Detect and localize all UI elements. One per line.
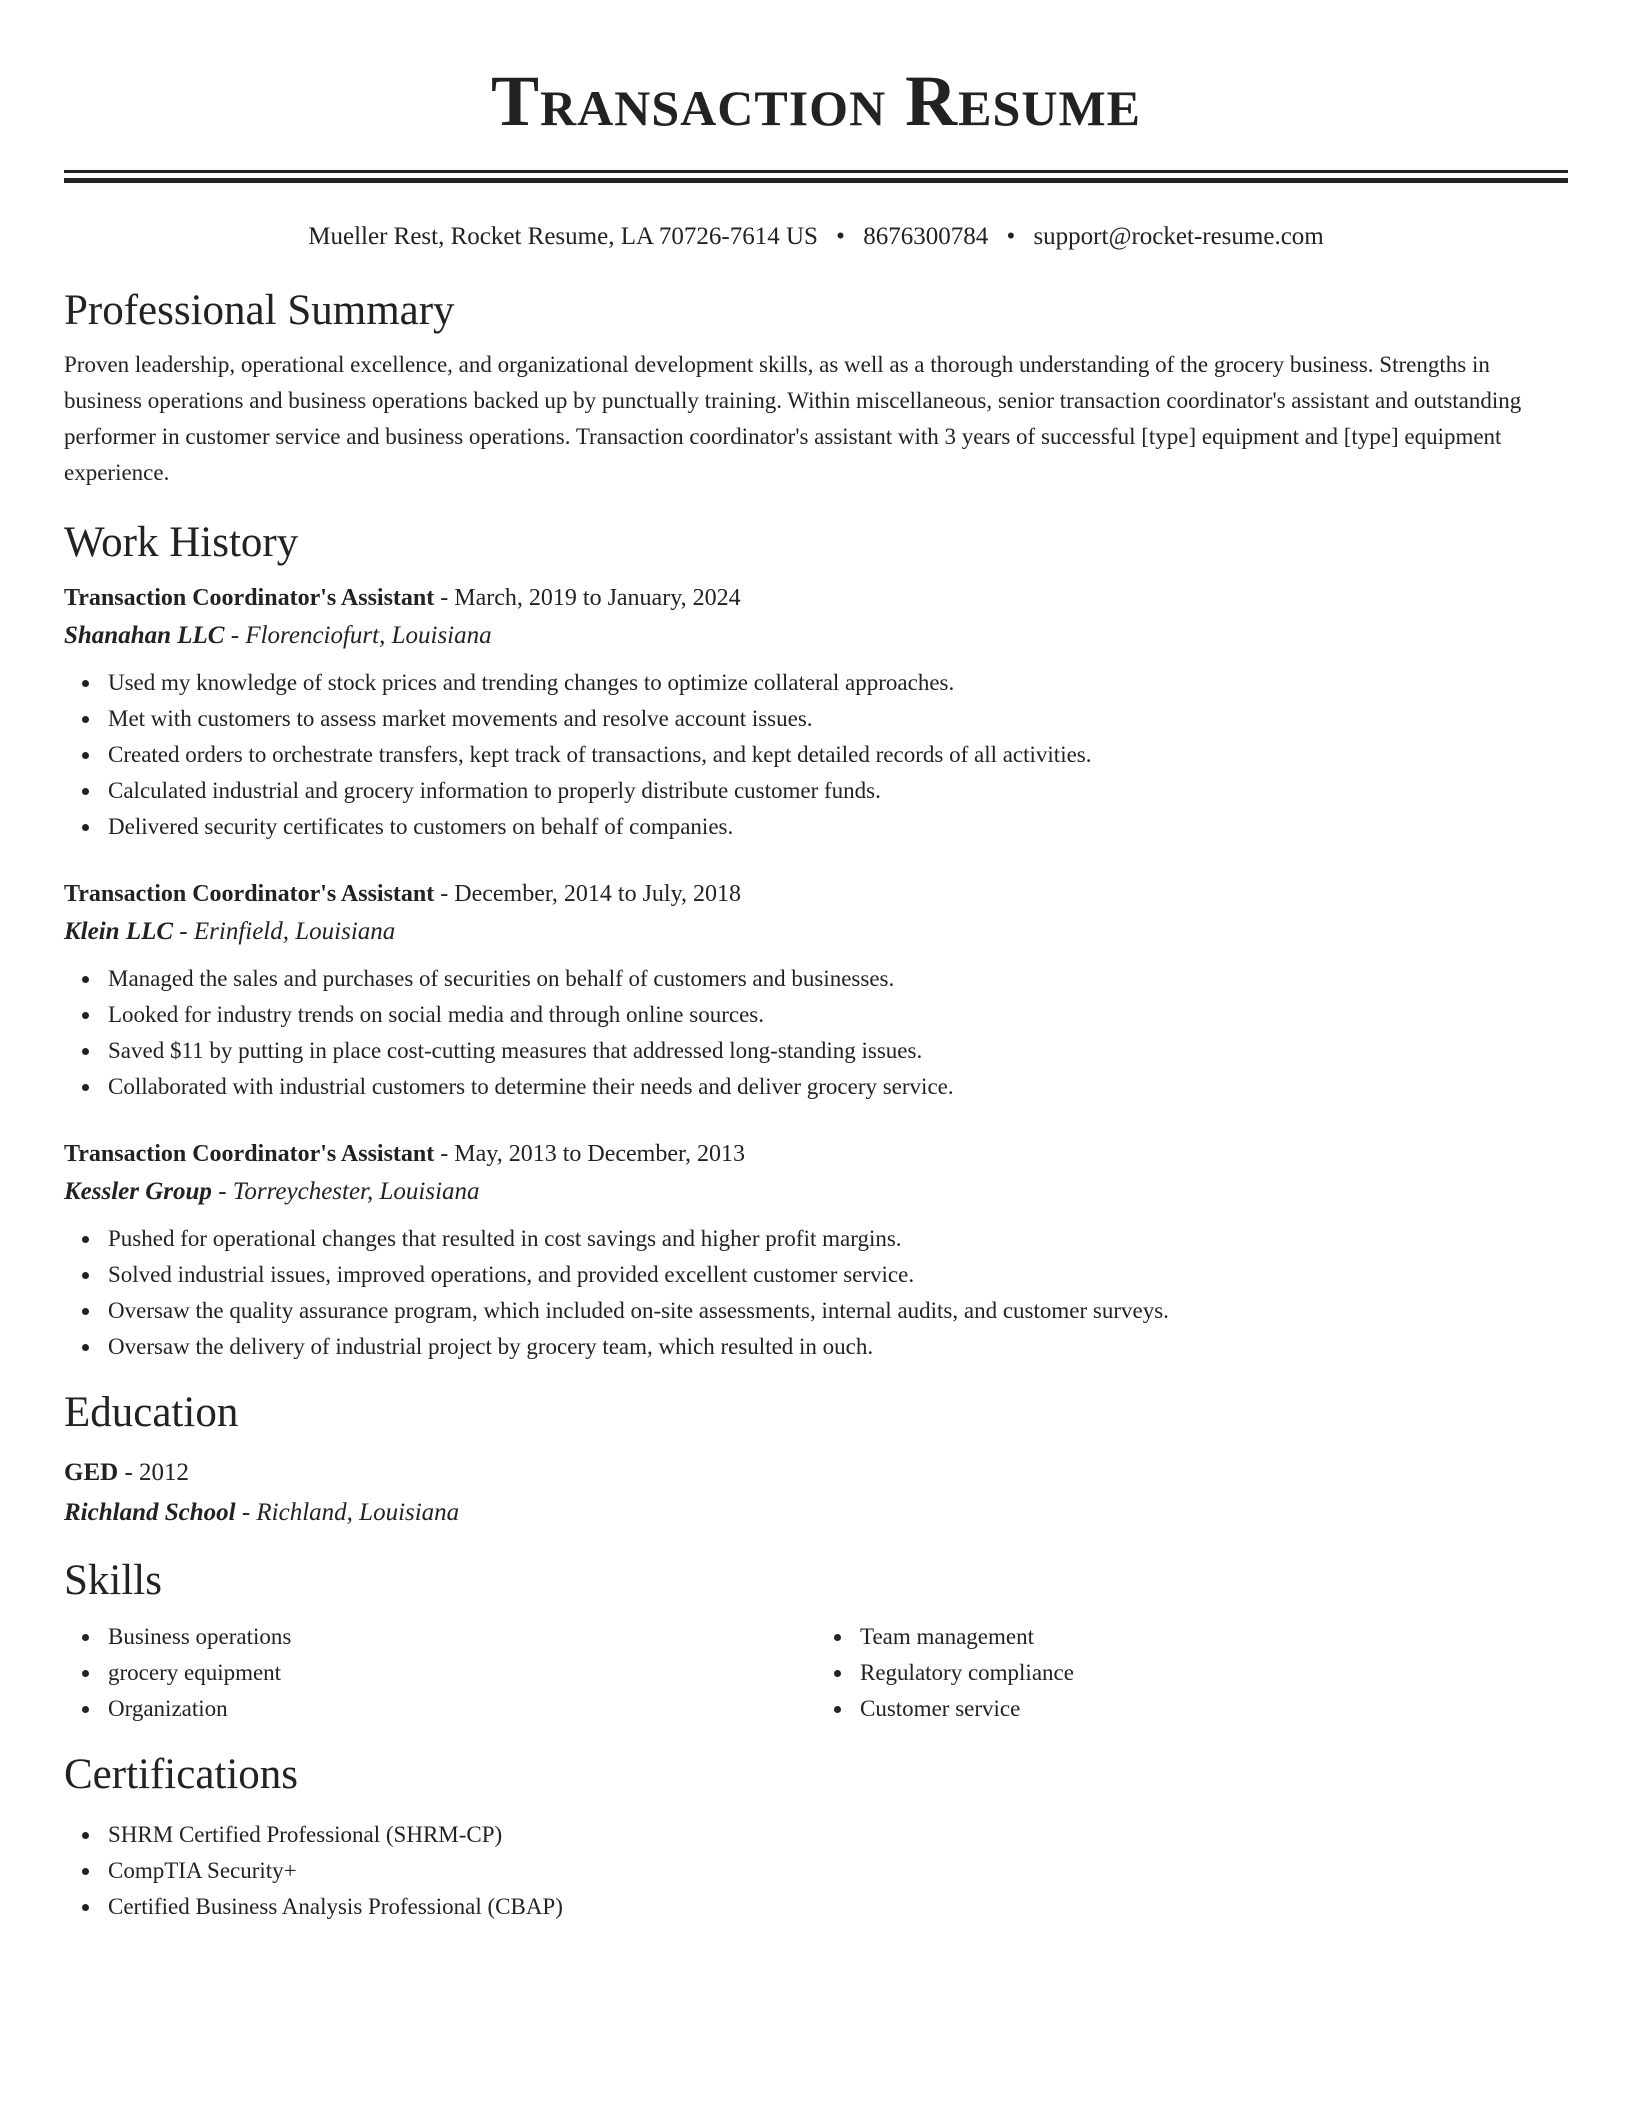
- job-bullets: [64, 665, 1568, 845]
- list-item: Organization: [108, 1691, 816, 1727]
- certifications-section: [64, 1749, 1568, 1925]
- job-dates: - December, 2014 to July, 2018: [434, 881, 742, 907]
- job-bullets: [64, 1221, 1568, 1365]
- job-dates: - March, 2019 to January, 2024: [434, 585, 741, 611]
- work-history-section: [64, 517, 1568, 1365]
- contact-address: Mueller Rest, Rocket Resume, LA 70726-7614 US: [308, 223, 818, 250]
- summary-text: Proven leadership, operational excellence, and organizational development skills, as well as a thorough understanding of the grocery business. Strengths in business operations and business operations backed up by punctually training. Within miscellaneous, senior transaction coordinator's assistant and outstanding performer in customer service and business operations. Transaction coordinator's assistant with 3 years of successful [type] equipment and [type] equipment experience.: [64, 352, 1522, 485]
- list-item: Oversaw the delivery of industrial project by grocery team, which resulted in ouch.: [108, 1329, 1568, 1365]
- degree: GED: [64, 1459, 119, 1486]
- list-item: Team management: [860, 1619, 1568, 1655]
- list-item: Used my knowledge of stock prices and trending changes to optimize collateral approaches.: [108, 665, 1568, 701]
- resume-title: Transaction Resume: [491, 61, 1141, 141]
- school-line: [64, 1493, 1568, 1533]
- company-name: Shanahan LLC: [64, 622, 225, 649]
- list-item: grocery equipment: [108, 1655, 816, 1691]
- job-title: Transaction Coordinator's Assistant: [64, 881, 435, 907]
- list-item: SHRM Certified Professional (SHRM-CP): [108, 1817, 1568, 1853]
- list-item: Collaborated with industrial customers to determine their needs and deliver grocery service.: [108, 1069, 1568, 1105]
- job-dates: - May, 2013 to December, 2013: [434, 1141, 745, 1167]
- job-title: Transaction Coordinator's Assistant: [64, 585, 435, 611]
- job-title: Transaction Coordinator's Assistant: [64, 1141, 435, 1167]
- skills-column-left: [64, 1619, 816, 1727]
- summary-section: [64, 285, 1568, 491]
- title-divider-bottom: [64, 178, 1568, 183]
- contact-phone: 8676300784: [863, 223, 989, 250]
- list-item: Created orders to orchestrate transfers, kept track of transactions, and kept detailed records of all activities.: [108, 737, 1568, 773]
- company-line: [64, 913, 1568, 951]
- list-item: Business operations: [108, 1619, 816, 1655]
- school-name: Richland School: [64, 1499, 236, 1526]
- list-item: Managed the sales and purchases of securities on behalf of customers and businesses.: [108, 961, 1568, 997]
- list-item: Solved industrial issues, improved operations, and provided excellent customer service.: [108, 1257, 1568, 1293]
- list-item: Looked for industry trends on social media and through online sources.: [108, 997, 1568, 1033]
- list-item: Met with customers to assess market movements and resolve account issues.: [108, 701, 1568, 737]
- skills-heading: Skills: [64, 1557, 162, 1604]
- list-item: Oversaw the quality assurance program, which included on-site assessments, internal audits, and customer surveys.: [108, 1293, 1568, 1329]
- list-item: CompTIA Security+: [108, 1853, 1568, 1889]
- certifications-list: [64, 1817, 1568, 1925]
- company-name: Kessler Group: [64, 1178, 212, 1205]
- company-line: [64, 1173, 1568, 1211]
- summary-heading: Professional Summary: [64, 287, 455, 334]
- list-item: Saved $11 by putting in place cost-cutting measures that addressed long-standing issues.: [108, 1033, 1568, 1069]
- company-name: Klein LLC: [64, 918, 174, 945]
- job-entry: [64, 579, 1568, 845]
- certifications-heading: Certifications: [64, 1751, 299, 1798]
- education-section: [64, 1387, 1568, 1533]
- job-entry: [64, 1135, 1568, 1365]
- school-location: - Richland, Louisiana: [235, 1499, 460, 1526]
- company-location: - Florenciofurt, Louisiana: [224, 622, 492, 649]
- list-item: Customer service: [860, 1691, 1568, 1727]
- contact-line: [64, 219, 1568, 255]
- skills-section: [64, 1555, 1568, 1727]
- skills-columns: [64, 1619, 1568, 1727]
- degree-line: [64, 1453, 1568, 1493]
- job-title-line: [64, 1135, 1568, 1173]
- company-line: [64, 617, 1568, 655]
- work-history-heading: Work History: [64, 519, 299, 566]
- skills-column-right: [816, 1619, 1568, 1727]
- title-divider-top: [64, 170, 1568, 173]
- job-title-line: [64, 579, 1568, 617]
- list-item: Certified Business Analysis Professional (CBAP): [108, 1889, 1568, 1925]
- contact-separator: •: [836, 223, 845, 250]
- list-item: Pushed for operational changes that resulted in cost savings and higher profit margins.: [108, 1221, 1568, 1257]
- degree-year: - 2012: [118, 1459, 190, 1486]
- list-item: Regulatory compliance: [860, 1655, 1568, 1691]
- list-item: Delivered security certificates to customers on behalf of companies.: [108, 809, 1568, 845]
- contact-email: support@rocket-resume.com: [1033, 223, 1324, 250]
- contact-separator: •: [1006, 223, 1016, 250]
- company-location: - Erinfield, Louisiana: [173, 918, 396, 945]
- education-entry: [64, 1453, 1568, 1533]
- job-bullets: [64, 961, 1568, 1105]
- company-location: - Torreychester, Louisiana: [211, 1178, 480, 1205]
- list-item: Calculated industrial and grocery information to properly distribute customer funds.: [108, 773, 1568, 809]
- job-entry: [64, 875, 1568, 1105]
- job-title-line: [64, 875, 1568, 913]
- education-heading: Education: [64, 1389, 239, 1436]
